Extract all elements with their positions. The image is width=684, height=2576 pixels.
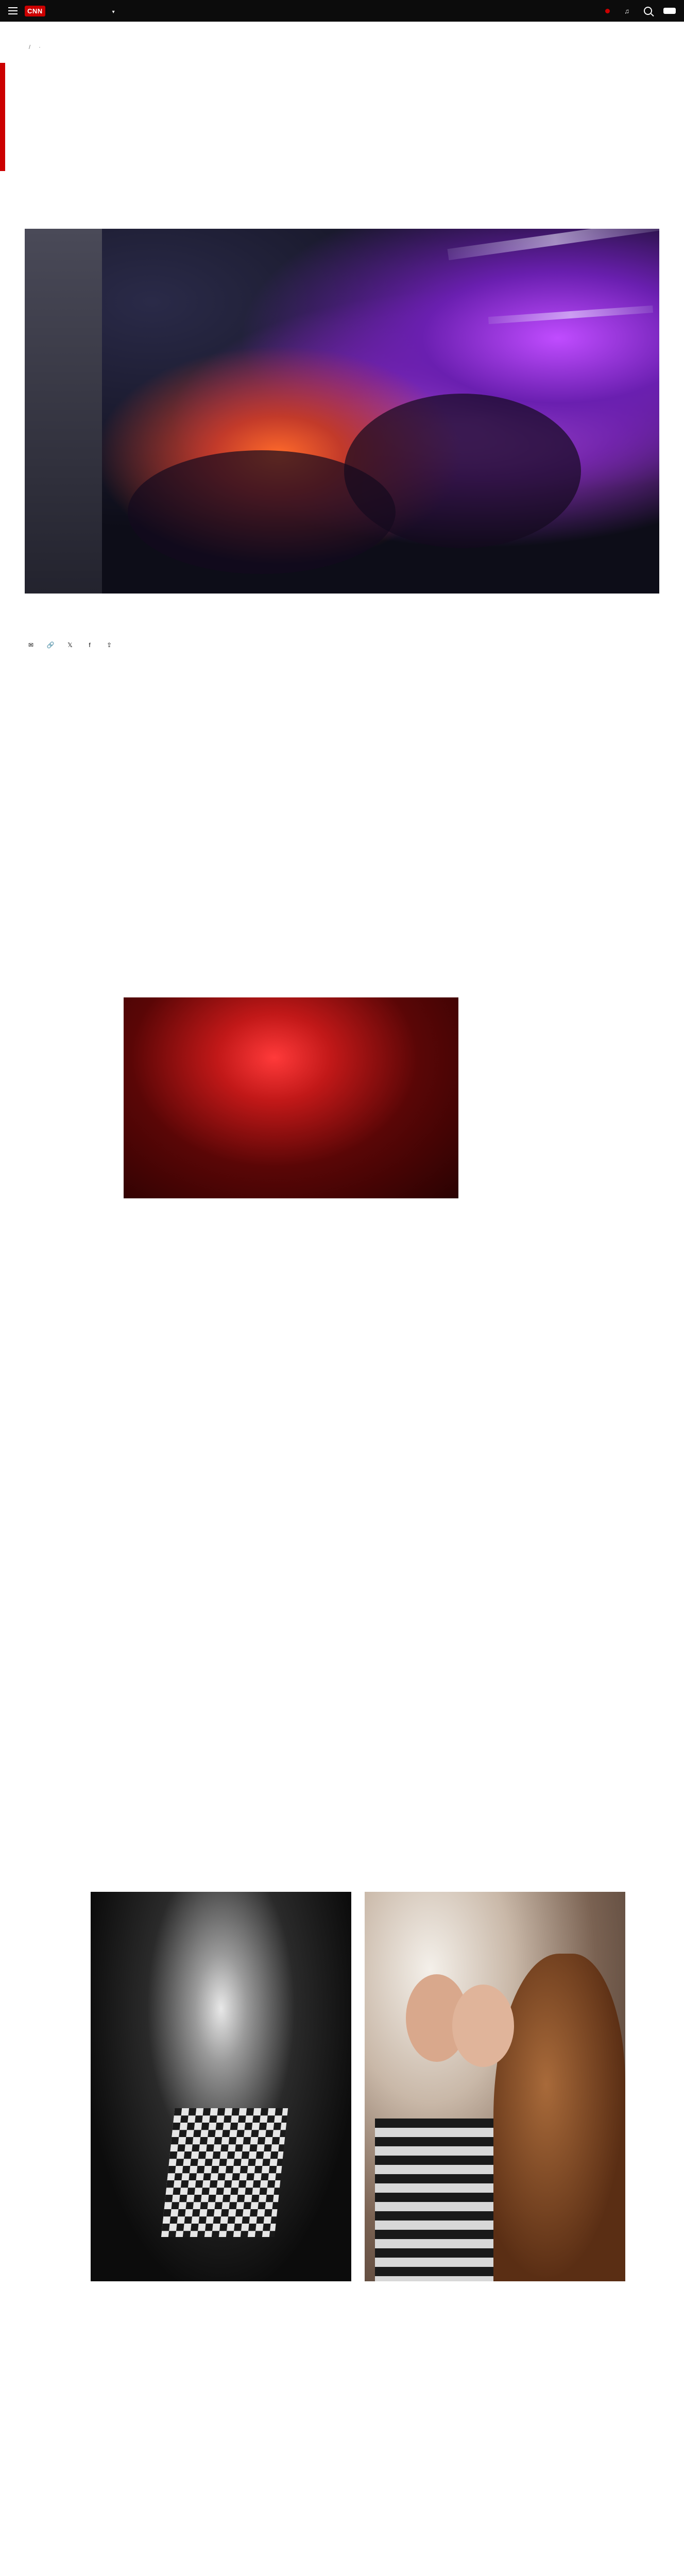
twitter-icon[interactable]: 𝕏 bbox=[67, 641, 73, 649]
truss-beam bbox=[488, 306, 653, 324]
top-nav bbox=[0, 0, 684, 22]
listen-button[interactable] bbox=[624, 7, 632, 15]
hero-image[interactable] bbox=[25, 229, 659, 594]
headphones-icon: ♫ bbox=[624, 7, 629, 15]
menu-icon[interactable] bbox=[8, 7, 18, 14]
live-dot-icon bbox=[605, 9, 610, 13]
facebook-icon[interactable]: f bbox=[89, 641, 91, 649]
hair-shape bbox=[493, 1954, 625, 2281]
breadcrumb-separator: / bbox=[29, 44, 31, 50]
couple-image[interactable] bbox=[365, 1892, 625, 2281]
chevron-down-icon: ▾ bbox=[112, 9, 115, 15]
truss-beam bbox=[448, 229, 659, 260]
link-icon[interactable]: 🔗 bbox=[46, 641, 55, 649]
raver-image[interactable] bbox=[91, 1892, 351, 2281]
sign-in-button[interactable] bbox=[663, 8, 676, 14]
cnn-logo[interactable]: CNN bbox=[25, 6, 45, 16]
watch-button[interactable] bbox=[605, 9, 613, 13]
crowd-shape bbox=[344, 394, 581, 548]
nav-links bbox=[57, 7, 115, 15]
share-icon[interactable]: ⇪ bbox=[106, 641, 112, 649]
striped-shirt bbox=[375, 2119, 499, 2281]
club-red-image[interactable] bbox=[124, 997, 458, 1198]
face-shape bbox=[452, 1985, 514, 2067]
breadcrumb-separator: · bbox=[39, 44, 41, 50]
search-icon[interactable] bbox=[644, 7, 652, 15]
checkered-trousers bbox=[161, 2108, 288, 2237]
hero-wall bbox=[25, 229, 102, 594]
email-icon[interactable]: ✉ bbox=[28, 641, 34, 649]
share-bar bbox=[25, 639, 115, 651]
breadcrumb bbox=[25, 44, 45, 50]
nav-link-more[interactable] bbox=[112, 7, 115, 15]
nav-right bbox=[605, 7, 676, 15]
headline-accent-bar bbox=[0, 63, 5, 171]
